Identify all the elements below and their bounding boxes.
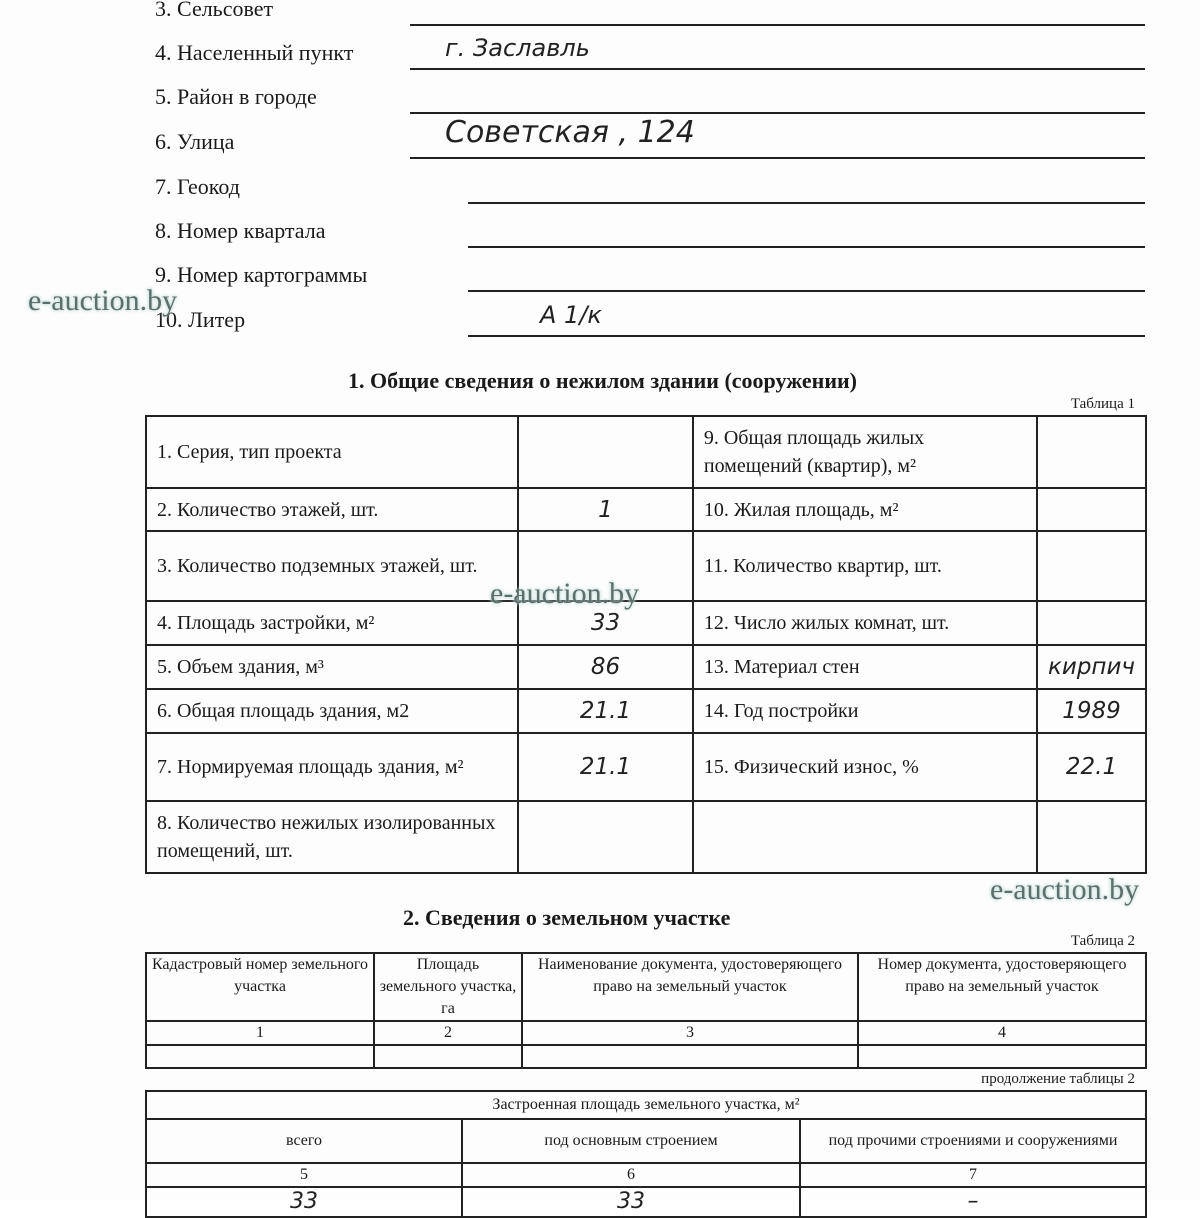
- col-number: 3: [522, 1021, 858, 1045]
- row-value: 22.1: [1037, 733, 1146, 801]
- row-label: 13. Материал стен: [693, 645, 1037, 689]
- row-label: 6. Общая площадь здания, м2: [146, 689, 518, 733]
- table-row: [146, 801, 1146, 873]
- field-value: А 1/к: [540, 301, 602, 329]
- field-underline: [410, 68, 1145, 70]
- watermark: e-auction.by: [28, 284, 178, 317]
- continuation-label: продолжение таблицы 2: [981, 1071, 1135, 1087]
- field-underline: [468, 335, 1145, 337]
- row-label: 8. Количество нежилых изолированных помещений, шт.: [146, 801, 518, 873]
- row-value: 33: [518, 601, 693, 645]
- col-number: 4: [858, 1021, 1146, 1045]
- field-underline: [410, 24, 1145, 26]
- field-label: 9. Номер картограммы: [155, 262, 368, 287]
- row-value: 21.1: [518, 733, 693, 801]
- row-label: 3. Количество подземных этажей, шт.: [146, 531, 518, 601]
- row-value: [518, 416, 693, 488]
- field-underline: [410, 157, 1145, 159]
- empty-cell: [146, 1045, 374, 1068]
- table-2: [145, 952, 1147, 1069]
- field-label: 6. Улица: [155, 129, 235, 154]
- row-label: 14. Год постройки: [693, 689, 1037, 733]
- col-number: 5: [146, 1163, 462, 1187]
- table-row: [146, 416, 1146, 488]
- row-label: 15. Физический износ, %: [693, 733, 1037, 801]
- table-row: [146, 689, 1146, 733]
- table-1: [145, 415, 1147, 874]
- field-underline: [410, 112, 1145, 114]
- header-cadastral: Кадастровый номер земельного участка: [146, 953, 374, 1021]
- row-value: [1037, 488, 1146, 531]
- row-label: [693, 801, 1037, 873]
- field-label: 8. Номер квартала: [155, 218, 326, 243]
- field-label: 5. Район в городе: [155, 84, 317, 109]
- empty-cell: [858, 1045, 1146, 1068]
- field-label: 10. Литер: [155, 307, 246, 332]
- row-label: 9. Общая площадь жилых помещений (квартир), м²: [693, 416, 1037, 488]
- row-value: 1989: [1037, 689, 1146, 733]
- row-value: [1037, 801, 1146, 873]
- header-other-buildings: под прочими строениями и сооружениями: [800, 1119, 1146, 1163]
- row-value: 1: [518, 488, 693, 531]
- section2-title: 2. Сведения о земельном участке: [403, 905, 731, 930]
- col-number: 2: [374, 1021, 522, 1045]
- table-row: [146, 601, 1146, 645]
- row-label: 4. Площадь застройки, м²: [146, 601, 518, 645]
- field-underline: [468, 290, 1145, 292]
- row-value: [1037, 531, 1146, 601]
- header-total: всего: [146, 1119, 462, 1163]
- table1-label: Таблица 1: [1070, 396, 1135, 412]
- col-number: 7: [800, 1163, 1146, 1187]
- table-row: [146, 531, 1146, 601]
- row-value: [1037, 601, 1146, 645]
- field-label: 3. Сельсовет: [155, 0, 274, 21]
- header-doc-name: Наименование документа, удостоверяющего право на земельный участок: [522, 953, 858, 1021]
- row-value: кирпич: [1037, 645, 1146, 689]
- row-label: 7. Нормируемая площадь здания, м²: [146, 733, 518, 801]
- field-value: Советская , 124: [445, 115, 695, 150]
- empty-cell: [374, 1045, 522, 1068]
- field-underline: [468, 246, 1145, 248]
- built-area-title: Застроенная площадь земельного участка, м²: [146, 1091, 1146, 1119]
- empty-cell: [522, 1045, 858, 1068]
- row-label: 5. Объем здания, м³: [146, 645, 518, 689]
- field-value: г. Заславль: [445, 34, 590, 62]
- header-main-building: под основным строением: [462, 1119, 800, 1163]
- table-2-continuation: [145, 1090, 1147, 1218]
- header-doc-number: Номер документа, удостоверяющего право на земельный участок: [858, 953, 1146, 1021]
- watermark: e-auction.by: [490, 577, 640, 610]
- field-underline: [468, 202, 1145, 204]
- watermark: e-auction.by: [990, 873, 1140, 906]
- table-row: [146, 645, 1146, 689]
- header-area: Площадь земельного участка, га: [374, 953, 522, 1021]
- row-label: 11. Количество квартир, шт.: [693, 531, 1037, 601]
- value-other-buildings: –: [800, 1187, 1146, 1217]
- row-label: 10. Жилая площадь, м²: [693, 488, 1037, 531]
- field-label: 4. Населенный пункт: [155, 40, 354, 65]
- row-value: [1037, 416, 1146, 488]
- row-value: 86: [518, 645, 693, 689]
- row-label: 12. Число жилых комнат, шт.: [693, 601, 1037, 645]
- row-label: 1. Серия, тип проекта: [146, 416, 518, 488]
- table2-label: Таблица 2: [1070, 933, 1135, 949]
- table-row: [146, 488, 1146, 531]
- col-number: 6: [462, 1163, 800, 1187]
- col-number: 1: [146, 1021, 374, 1045]
- row-value: 21.1: [518, 689, 693, 733]
- row-label: 2. Количество этажей, шт.: [146, 488, 518, 531]
- row-value: [518, 801, 693, 873]
- value-total: 33: [146, 1187, 462, 1217]
- table-row: [146, 733, 1146, 801]
- section1-title: 1. Общие сведения о нежилом здании (сооружении): [348, 368, 857, 393]
- value-main-building: 33: [462, 1187, 800, 1217]
- field-label: 7. Геокод: [155, 174, 240, 199]
